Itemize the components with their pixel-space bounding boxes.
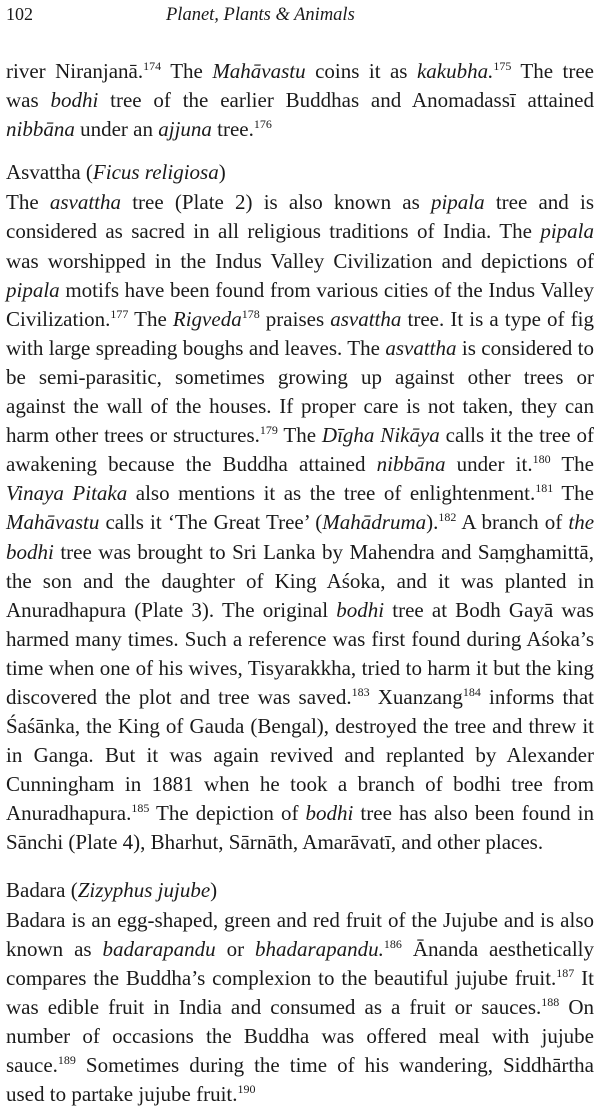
text-run: coins it as: [305, 59, 417, 83]
page-number: 102: [6, 4, 33, 24]
text-run: The tree was: [6, 59, 594, 113]
text-run: under it.: [445, 452, 533, 477]
running-title: Planet, Plants & Animals: [166, 5, 355, 25]
text-run: tree (Plate 2) is also known as: [121, 190, 431, 215]
footnote-ref: 179: [259, 423, 278, 438]
running-head: [6, 4, 594, 38]
text-run: The depiction of: [149, 801, 306, 826]
text-run: On number of occasions the Buddha was offered meal with jujube sauce.: [6, 994, 594, 1078]
text-run: also mentions it as the tree of enlightenment.: [127, 481, 536, 506]
text-run: Asvattha (: [6, 160, 93, 185]
italic-term: pipala: [540, 219, 594, 244]
italic-term: Dīgha Nikāya: [321, 423, 440, 448]
text-run: ): [218, 160, 226, 185]
italic-term: pipala: [430, 190, 485, 215]
footnote-ref: 176: [253, 117, 272, 132]
italic-term: asvattha: [385, 335, 457, 360]
text-run: ): [210, 877, 218, 902]
paragraph-badara: [6, 906, 594, 1109]
text-run: river Niranjanā.: [6, 59, 144, 83]
footnote-ref: 182: [438, 510, 457, 525]
text-run: tree. It is a type of fig with large spreading boughs and leaves. The: [6, 306, 594, 360]
footnote-ref: 188: [541, 994, 560, 1009]
section-heading-badara: [6, 876, 594, 905]
text-run: tree of the earlier Buddhas and Anomadassī attained: [98, 88, 594, 113]
italic-term: Mahāvastu: [6, 510, 100, 535]
text-run: tree at Bodh Gayā was harmed many times. Such a reference was first found during Aśoka’s time when one of his wives, Tisyarakkha, tried to harm it but the king discovered the plot and tree was saved.: [6, 597, 594, 709]
text-run: motifs have been found from various cities of the Indus Valley Civilization.: [6, 277, 594, 331]
italic-term: asvattha: [49, 190, 122, 215]
text-run: The: [277, 423, 322, 448]
text-run: informs that Śaśānka, the King of Gauda (Bengal), destroyed the tree and threw it in Ganga. But it was again revived and replanted by Alexander Cunningham in 1881 when he took a branch of bodhi tree from Anuradhapura.: [6, 684, 594, 826]
text-run: was worshipped in the Indus Valley Civilization and depictions of: [6, 248, 594, 273]
italic-term: bodhi: [305, 801, 354, 826]
text-run: The: [553, 481, 594, 506]
italic-term: bhadarapandu.: [254, 936, 384, 961]
footnote-ref: 183: [351, 684, 370, 699]
italic-term: badarapandu: [102, 936, 216, 961]
text-run: is considered to be semi-parasitic, sometimes growing up against other trees or against the wall of the houses. If proper care is not taken, they can harm other trees or structures.: [6, 335, 594, 448]
footnote-ref: 175: [493, 59, 512, 73]
paragraph-asvattha: [6, 188, 594, 857]
text-run: ).: [426, 510, 439, 535]
italic-term: bodhi: [50, 88, 99, 113]
footnote-ref: 181: [535, 481, 554, 496]
footnote-ref: 186: [383, 936, 402, 951]
italic-term: Mahāvastu: [212, 59, 306, 83]
text-run: tree has also been found in Sānchi (Plate 4), Bharhut, Sārnāth, Amarāvatī, and other places.: [6, 801, 594, 855]
text-run: calls it the tree of awakening because the Buddha attained: [6, 423, 594, 477]
section-heading-asvattha: [6, 158, 594, 187]
text-run: It was edible fruit in India and consumed as a fruit or sauces.: [6, 965, 595, 1019]
text-run: The: [161, 59, 213, 83]
italic-term: nibbāna: [6, 117, 75, 142]
text-run: Sometimes during the time of his wandering, Siddhārtha used to partake jujube fruit.: [6, 1053, 594, 1107]
text-run: Badara is an egg-shaped, green and red fruit of the Jujube and is also known as: [6, 907, 594, 961]
italic-term: nibbāna: [376, 452, 446, 477]
footnote-ref: 189: [57, 1053, 76, 1068]
footnote-ref: 187: [556, 965, 575, 980]
footnote-ref: 190: [237, 1082, 256, 1097]
text-run: The: [550, 452, 595, 477]
italic-term: bodhi: [336, 597, 385, 622]
text-run: Badara (: [6, 877, 78, 902]
text-run: under an: [74, 117, 159, 142]
italic-term: Zizyphus jujube: [77, 877, 211, 902]
text-run: praises: [259, 306, 331, 331]
text-run: calls it ‘The Great Tree’ (: [99, 510, 323, 535]
italic-term: Vinaya Pitaka: [6, 481, 128, 506]
text-run: or: [215, 936, 255, 961]
text-run: tree.: [211, 117, 254, 142]
text-run: Xuanzang: [369, 684, 463, 709]
footnote-ref: 185: [131, 801, 150, 816]
footnote-ref: 180: [532, 452, 551, 467]
italic-term: Ficus religiosa: [92, 160, 219, 185]
footnote-ref: 174: [143, 59, 162, 73]
text-run: Ānanda aesthetically compares the Buddha’s complexion to the beautiful jujube fruit.: [6, 936, 594, 990]
footnote-ref: 177: [110, 306, 129, 321]
text-run: tree was brought to Sri Lanka by Mahendra and Saṃghamittā, the son and the daughter of King Aśoka, and it was planted in Anuradhapura (Plate 3). The original: [6, 539, 594, 622]
italic-term: Rigveda: [172, 306, 242, 331]
text-run: A branch of: [456, 510, 569, 535]
italic-term: the bodhi: [6, 510, 595, 564]
italic-term: pipala: [6, 277, 60, 302]
italic-term: Mahādruma: [322, 510, 427, 535]
text-run: The: [6, 190, 50, 215]
text-run: tree and is considered as sacred in all religious traditions of India. The: [6, 190, 594, 244]
text-run: The: [128, 306, 173, 331]
italic-term: asvattha: [330, 306, 402, 331]
footnote-ref: 184: [462, 684, 481, 699]
footnote-ref: 178: [241, 306, 260, 321]
paragraph-continuation: [6, 57, 594, 144]
italic-term: kakubha.: [416, 59, 494, 83]
italic-term: ajjuna: [158, 117, 212, 142]
